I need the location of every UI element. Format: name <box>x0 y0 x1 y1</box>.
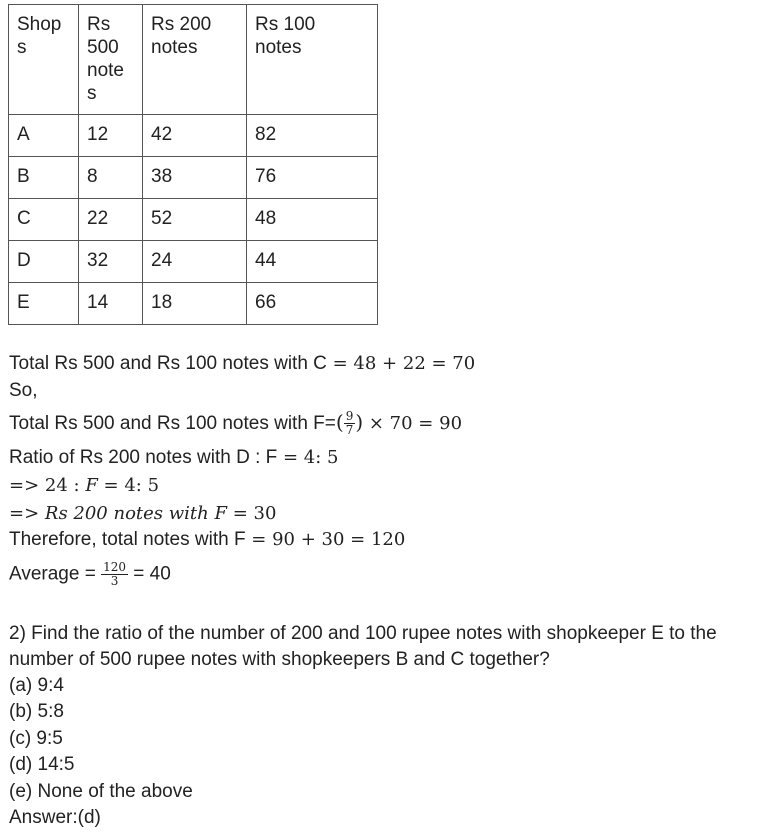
table-cell: 48 <box>247 199 378 241</box>
solution-line-4: Ratio of Rs 200 notes with D : F = 4: 5 <box>9 447 339 468</box>
table-cell: 32 <box>79 241 143 283</box>
table-cell: 38 <box>143 157 247 199</box>
solution-line-7: Therefore, total notes with F = 90 + 30 = 120 <box>9 529 406 550</box>
header-cell: Rs 200 notes <box>143 5 247 115</box>
table-cell: 24 <box>143 241 247 283</box>
table-cell: C <box>9 199 79 241</box>
table-cell: 52 <box>143 199 247 241</box>
solution-line-8: Average = $\frac{120}{3}$ = 40 <box>9 560 171 588</box>
table-cell: B <box>9 157 79 199</box>
header-cell: Shop s <box>9 5 79 115</box>
fraction: $\frac{9}{7}$ <box>345 409 354 438</box>
table-cell: 14 <box>79 283 143 325</box>
fraction: $\frac{120}{3}$ <box>103 560 126 588</box>
table-cell: 12 <box>79 115 143 157</box>
table-cell: D <box>9 241 79 283</box>
solution-line-3: Total Rs 500 and Rs 100 notes with F=( $\frac{9}{7}$ ) × 70 = 90 <box>9 409 463 438</box>
table-cell: 8 <box>79 157 143 199</box>
table-cell: 82 <box>247 115 378 157</box>
table-cell: 76 <box>247 157 378 199</box>
solution-line-6: => Rs 200 notes with F = 30 <box>9 503 277 524</box>
table-cell: 44 <box>247 241 378 283</box>
table-row <box>9 241 378 283</box>
option-b: (b) 5:8 <box>9 701 64 722</box>
answer: Answer:(d) <box>9 807 101 828</box>
table-row <box>9 115 378 157</box>
option-a: (a) 9:4 <box>9 675 64 696</box>
option-c: (c) 9:5 <box>9 728 63 749</box>
table-cell: 42 <box>143 115 247 157</box>
table-cell: 22 <box>79 199 143 241</box>
question-text: 2) Find the ratio of the number of 200 and 100 rupee notes with shopkeeper E to the <box>9 623 717 644</box>
solution-line-2: So, <box>9 380 38 401</box>
table-cell: E <box>9 283 79 325</box>
notes-table <box>8 4 378 325</box>
solution-line-1: Total Rs 500 and Rs 100 notes with C = 48 + 22 = 70 <box>9 353 476 374</box>
question-text: number of 500 rupee notes with shopkeepers B and C together? <box>9 649 550 670</box>
table-row <box>9 157 378 199</box>
table-row <box>9 283 378 325</box>
solution-line-5: => 24 : F = 4: 5 <box>9 475 160 496</box>
option-d: (d) 14:5 <box>9 754 75 775</box>
table-cell: A <box>9 115 79 157</box>
option-e: (e) None of the above <box>9 781 193 802</box>
table-cell: 18 <box>143 283 247 325</box>
table-header-row <box>9 5 378 115</box>
table-cell: 66 <box>247 283 378 325</box>
table-row <box>9 199 378 241</box>
header-cell: Rs 500 note s <box>79 5 143 115</box>
header-cell: Rs 100 notes <box>247 5 378 115</box>
